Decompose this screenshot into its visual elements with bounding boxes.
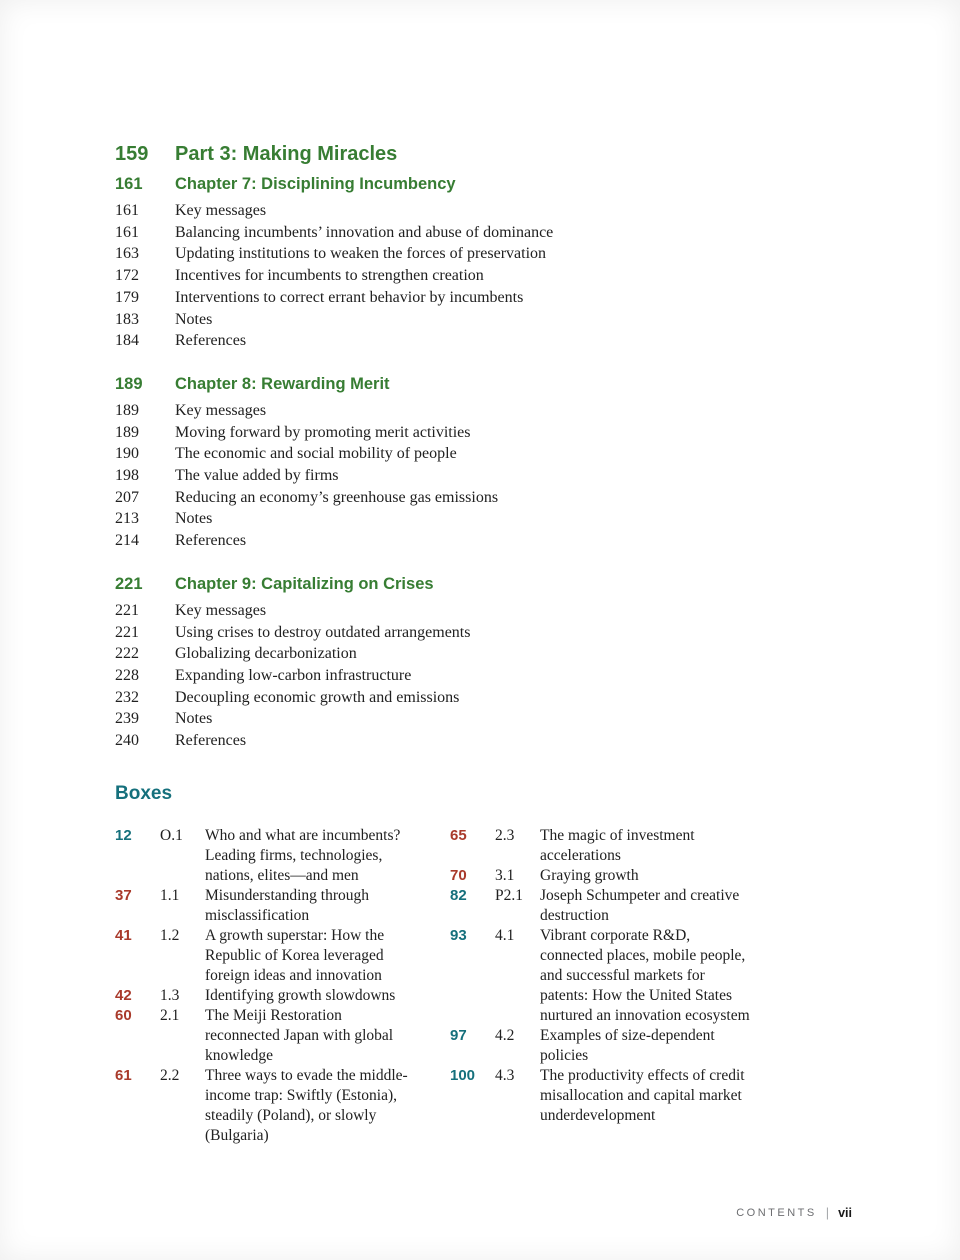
entry-label: The economic and social mobility of people xyxy=(175,445,457,463)
toc-entry xyxy=(115,708,860,730)
chapter-page-number: 189 xyxy=(115,374,143,393)
box-page-number: 41 xyxy=(115,926,132,944)
box-page-number: 65 xyxy=(450,826,467,844)
toc-entry xyxy=(115,530,860,552)
toc-entry xyxy=(115,465,860,487)
entry-label: Reducing an economy’s greenhouse gas emissions xyxy=(175,488,499,506)
box-title: A growth superstar: How the Republic of Korea leveraged foreign ideas and innovation xyxy=(205,926,385,984)
entry-label: Using crises to destroy outdated arrangements xyxy=(175,623,471,641)
box-page-number: 60 xyxy=(115,1006,132,1024)
chapter-list xyxy=(115,173,860,752)
entry-label: Globalizing decarbonization xyxy=(175,645,357,663)
box-title: Joseph Schumpeter and creative destruction xyxy=(540,886,740,924)
box-number: O.1 xyxy=(160,826,183,844)
entry-label: References xyxy=(175,732,247,750)
boxes-column-left xyxy=(115,826,420,1146)
box-title: Vibrant corporate R&D, connected places, mobile people, and successful markets for patents: How the United States nurtured an innovation ecosystem xyxy=(540,926,750,1024)
toc-entry xyxy=(115,600,860,622)
box-entry xyxy=(115,826,420,886)
box-title: Examples of size-dependent policies xyxy=(540,1026,715,1064)
entry-label: The value added by firms xyxy=(175,467,339,485)
entry-page-number: 184 xyxy=(115,332,139,350)
entry-label: Key messages xyxy=(175,601,267,619)
chapter-title: Chapter 7: Disciplining Incumbency xyxy=(175,175,456,193)
box-entry xyxy=(450,926,755,1026)
entry-label: Incentives for incumbents to strengthen creation xyxy=(175,267,484,285)
box-entry xyxy=(450,886,755,926)
entry-label: Expanding low-carbon infrastructure xyxy=(175,666,412,684)
box-page-number: 37 xyxy=(115,886,132,904)
entry-label: Updating institutions to weaken the forces of preservation xyxy=(175,245,547,263)
chapter-block xyxy=(115,573,860,752)
box-page-number: 61 xyxy=(115,1066,132,1084)
page-footer xyxy=(736,1205,852,1220)
box-page-number: 97 xyxy=(450,1026,467,1044)
box-title: Who and what are incumbents? Leading firms, technologies, nations, elites—and men xyxy=(205,826,401,884)
footer-page-number: vii xyxy=(838,1205,852,1220)
box-entry xyxy=(450,866,755,886)
toc-entry xyxy=(115,330,860,352)
chapter-heading-row xyxy=(115,173,860,195)
entry-page-number: 228 xyxy=(115,666,139,684)
chapter-title: Chapter 8: Rewarding Merit xyxy=(175,374,390,393)
entry-label: Key messages xyxy=(175,202,267,219)
boxes-heading: Boxes xyxy=(115,782,173,804)
entry-label: Decoupling economic growth and emissions xyxy=(175,688,460,706)
toc-entry xyxy=(115,265,860,287)
box-page-number: 93 xyxy=(450,926,467,944)
box-title: The magic of investment accelerations xyxy=(540,826,695,864)
entry-label: References xyxy=(175,532,247,550)
toc-entry xyxy=(115,200,860,222)
entry-page-number: 240 xyxy=(115,732,139,750)
entry-page-number: 213 xyxy=(115,510,139,528)
entry-page-number: 221 xyxy=(115,623,139,641)
toc-entry xyxy=(115,487,860,509)
box-number: 4.2 xyxy=(495,1026,515,1044)
box-title: Misunderstanding through misclassification xyxy=(205,886,370,924)
boxes-column-right xyxy=(450,826,755,1126)
box-page-number: 100 xyxy=(450,1066,476,1084)
box-entry xyxy=(450,1026,755,1066)
part-heading-row xyxy=(115,142,860,167)
entry-page-number: 179 xyxy=(115,288,139,306)
toc-entry xyxy=(115,622,860,644)
chapter-block xyxy=(115,173,860,352)
toc-entry xyxy=(115,287,860,309)
entry-page-number: 163 xyxy=(115,245,139,263)
box-title: The productivity effects of credit misallocation and capital market underdevelopment xyxy=(540,1066,745,1124)
toc-entry xyxy=(115,687,860,709)
toc-entry xyxy=(115,730,860,752)
toc-entry xyxy=(115,400,860,422)
chapter-heading-row xyxy=(115,573,860,595)
box-page-number: 82 xyxy=(450,886,467,904)
part3-section xyxy=(115,142,860,752)
box-number: 2.3 xyxy=(495,826,515,844)
entry-page-number: 222 xyxy=(115,645,139,663)
boxes-list xyxy=(115,826,860,1146)
entry-page-number: 190 xyxy=(115,445,139,463)
entry-page-number: 207 xyxy=(115,488,139,506)
toc-entry xyxy=(115,665,860,687)
entry-page-number: 189 xyxy=(115,423,139,441)
entry-page-number: 172 xyxy=(115,267,139,285)
entry-page-number: 232 xyxy=(115,688,139,706)
chapter-page-number: 221 xyxy=(115,574,143,593)
entry-label: Notes xyxy=(175,310,213,328)
entry-page-number: 214 xyxy=(115,532,139,550)
box-page-number: 12 xyxy=(115,826,132,844)
entry-page-number: 161 xyxy=(115,223,139,241)
part-title: Part 3: Making Miracles xyxy=(175,143,398,165)
box-entry xyxy=(115,1006,420,1066)
chapter-title: Chapter 9: Capitalizing on Crises xyxy=(175,574,434,593)
box-entry xyxy=(115,886,420,926)
entry-label: Balancing incumbents’ innovation and abuse of dominance xyxy=(175,223,554,241)
box-entry xyxy=(115,986,420,1006)
chapter-block xyxy=(115,373,860,552)
toc-entry xyxy=(115,309,860,331)
entry-label: Notes xyxy=(175,710,213,728)
chapter-page-number: 161 xyxy=(115,175,143,193)
part-page-number: 159 xyxy=(115,143,149,165)
toc-entry xyxy=(115,243,860,265)
box-number: 2.2 xyxy=(160,1066,180,1084)
box-number: 1.1 xyxy=(160,886,180,904)
entry-label: Notes xyxy=(175,510,213,528)
entry-label: Interventions to correct errant behavior by incumbents xyxy=(175,288,524,306)
entry-label: References xyxy=(175,332,247,350)
toc-entry xyxy=(115,443,860,465)
toc-entry xyxy=(115,643,860,665)
box-page-number: 70 xyxy=(450,866,467,884)
box-title: Graying growth xyxy=(540,866,639,884)
footer-separator: | xyxy=(825,1205,830,1220)
toc-entry xyxy=(115,222,860,244)
box-number: 1.2 xyxy=(160,926,180,944)
chapter-heading-row xyxy=(115,373,860,395)
entry-page-number: 221 xyxy=(115,601,139,619)
entry-label: Moving forward by promoting merit activities xyxy=(175,423,471,441)
box-title: The Meiji Restoration reconnected Japan with global knowledge xyxy=(205,1006,394,1064)
toc-entry xyxy=(115,422,860,444)
box-number: 1.3 xyxy=(160,986,180,1004)
box-number: 4.1 xyxy=(495,926,515,944)
footer-contents-label: CONTENTS xyxy=(736,1206,817,1219)
box-number: 3.1 xyxy=(495,866,515,884)
box-entry xyxy=(450,826,755,866)
box-number: 2.1 xyxy=(160,1006,180,1024)
box-entry xyxy=(450,1066,755,1126)
entry-page-number: 161 xyxy=(115,202,139,219)
toc-entry xyxy=(115,508,860,530)
entry-page-number: 239 xyxy=(115,710,139,728)
entry-page-number: 189 xyxy=(115,401,139,419)
box-title: Identifying growth slowdowns xyxy=(205,986,396,1004)
entry-label: Key messages xyxy=(175,401,267,419)
box-page-number: 42 xyxy=(115,986,132,1004)
box-entry xyxy=(115,1066,420,1146)
entry-page-number: 198 xyxy=(115,467,139,485)
box-title: Three ways to evade the middle-income trap: Swiftly (Estonia), steadily (Poland), or slowly (Bulgaria) xyxy=(205,1066,408,1144)
box-entry xyxy=(115,926,420,986)
box-number: P2.1 xyxy=(495,886,523,904)
entry-page-number: 183 xyxy=(115,310,139,328)
box-number: 4.3 xyxy=(495,1066,515,1084)
